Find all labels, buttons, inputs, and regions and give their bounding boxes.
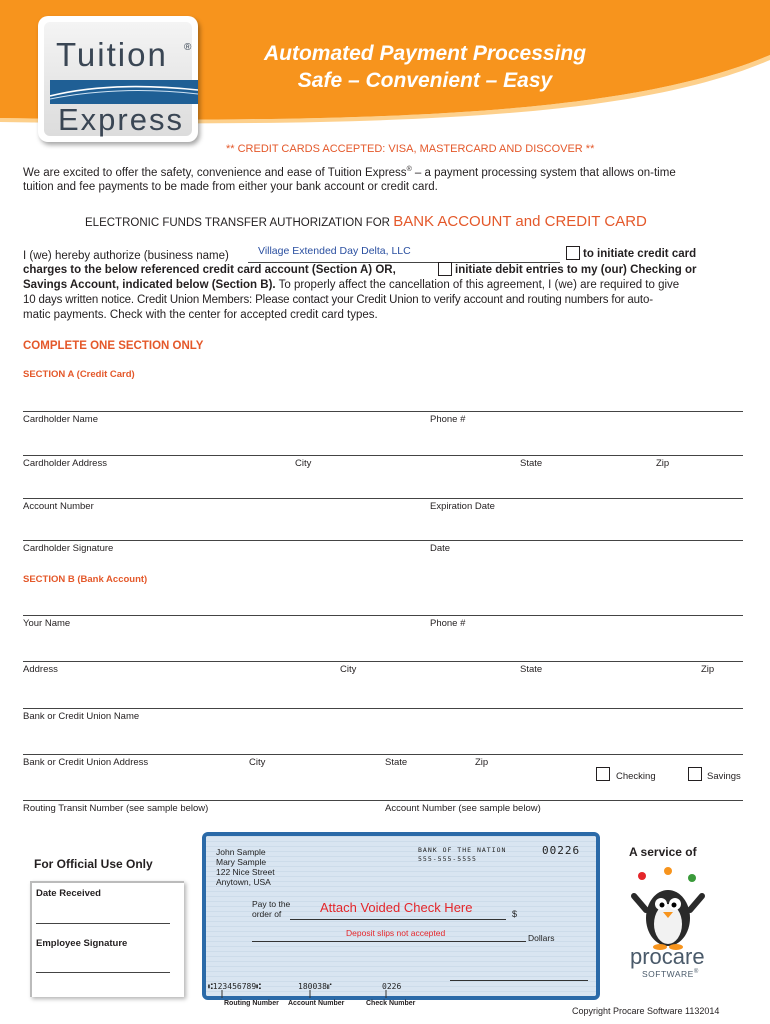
bank-zip-label: Zip xyxy=(475,757,489,768)
intro-registered-mark: ® xyxy=(406,166,412,173)
savings-label: Savings xyxy=(707,771,741,782)
micr-check-number: 0226 xyxy=(382,982,402,991)
auth-line1-suffix: to initiate credit card xyxy=(583,248,697,260)
intro-line2: tuition and fee payments to be made from either your bank account or credit card. xyxy=(23,181,438,193)
checking-checkbox[interactable] xyxy=(596,767,610,781)
check-signature-line xyxy=(450,980,588,981)
tuition-express-logo xyxy=(38,16,198,142)
your-name-label: Your Name xyxy=(23,618,71,629)
check-number-callout: Check Number xyxy=(366,1000,416,1007)
service-of-label: A service of xyxy=(629,845,697,859)
official-use-title: For Official Use Only xyxy=(34,857,153,871)
check-city: Anytown, USA xyxy=(216,877,271,887)
auth-line3 xyxy=(23,279,679,291)
date-received-label: Date Received xyxy=(36,888,101,899)
logo-text-tuition: Tuition xyxy=(56,36,168,73)
section-a-title: SECTION A (Credit Card) xyxy=(23,369,135,380)
headline xyxy=(200,40,650,94)
logo-panel xyxy=(44,22,192,136)
auth-line4: 10 days written notice. Credit Union Members: Please contact your Credit Union to verify account and routing numbers for auto- xyxy=(23,294,653,306)
headline-line1: Automated Payment Processing xyxy=(263,42,587,65)
accepted-cards-notice: ** CREDIT CARDS ACCEPTED: VISA, MASTERCARD AND DISCOVER ** xyxy=(226,143,595,155)
address-line[interactable] xyxy=(23,661,743,662)
eft-title xyxy=(85,213,647,230)
account-number-callout: Account Number xyxy=(288,1000,345,1007)
check-name2: Mary Sample xyxy=(216,857,267,867)
intro-text: We are excited to offer the safety, convenience and ease of Tuition Express xyxy=(23,166,407,179)
auth-line5: matic payments. Check with the center for accepted credit card types. xyxy=(23,309,378,321)
auth-line2-b: initiate debit entries to my (our) Checking or xyxy=(455,264,697,276)
bank-account-number-label: Account Number (see sample below) xyxy=(385,803,541,814)
credit-card-checkbox[interactable] xyxy=(566,246,580,260)
bank-account-checkbox[interactable] xyxy=(438,262,452,276)
logo-text-express: Express xyxy=(58,102,184,137)
address-state-label: State xyxy=(520,664,543,675)
cardholder-signature-label: Cardholder Signature xyxy=(23,543,114,554)
deposit-slips-note: Deposit slips not accepted xyxy=(346,928,446,938)
check-number: 00226 xyxy=(542,844,581,857)
headline-line2: Safe – Convenient – Easy xyxy=(297,69,553,92)
bank-city-label: City xyxy=(249,757,266,768)
check-bank-phone: 555-555-5555 xyxy=(418,855,477,863)
routing-number-label: Routing Transit Number (see sample below) xyxy=(23,803,209,814)
cardholder-state-label: State xyxy=(520,458,543,469)
expiration-date-label: Expiration Date xyxy=(430,501,495,512)
employee-signature-label: Employee Signature xyxy=(36,938,128,949)
procare-brand: procare xyxy=(630,944,705,969)
cardholder-address-label: Cardholder Address xyxy=(23,458,107,469)
procare-penguin-icon xyxy=(628,866,708,952)
official-use-box xyxy=(30,881,184,997)
cardholder-signature-line[interactable] xyxy=(23,540,743,541)
bank-address-line[interactable] xyxy=(23,754,743,755)
date-received-line[interactable] xyxy=(36,923,170,924)
cardholder-city-label: City xyxy=(295,458,312,469)
account-number-label: Account Number xyxy=(23,501,94,512)
bank-state-label: State xyxy=(385,757,408,768)
routing-account-line[interactable] xyxy=(23,800,743,801)
employee-signature-line[interactable] xyxy=(36,972,170,973)
check-street: 122 Nice Street xyxy=(216,867,275,877)
auth-line3-rest: To properly affect the cancellation of this agreement, I (we) are required to give xyxy=(275,279,680,291)
routing-number-callout: Routing Number xyxy=(224,1000,279,1007)
check-payee-line xyxy=(290,919,506,920)
cardholder-name-line[interactable] xyxy=(23,411,743,412)
address-city-label: City xyxy=(340,664,357,675)
check-pay-to xyxy=(252,899,290,919)
auth-line1-prefix: I (we) hereby authorize (business name) xyxy=(23,250,229,262)
bank-name-label: Bank or Credit Union Name xyxy=(23,711,140,722)
official-use-panel xyxy=(22,848,186,996)
bank-name-line[interactable] xyxy=(23,708,743,709)
account-number-line[interactable] xyxy=(23,498,743,499)
copyright-notice: Copyright Procare Software 1132014 xyxy=(572,1006,720,1016)
procare-registered-mark: ® xyxy=(693,969,699,976)
check-bank-name: BANK OF THE NATION xyxy=(418,846,507,854)
check-name1: John Sample xyxy=(216,847,266,857)
checking-label: Checking xyxy=(616,771,656,782)
bank-address-label: Bank or Credit Union Address xyxy=(23,757,149,768)
logo-swoosh-icon xyxy=(50,80,198,104)
cardholder-zip-label: Zip xyxy=(656,458,670,469)
section-b-title: SECTION B (Bank Account) xyxy=(23,574,148,585)
signature-date-label: Date xyxy=(430,543,451,554)
eft-title-accent: BANK ACCOUNT and CREDIT CARD xyxy=(393,213,647,230)
address-zip-label: Zip xyxy=(701,664,715,675)
address-label: Address xyxy=(23,664,58,675)
eft-title-prefix: ELECTRONIC FUNDS TRANSFER AUTHORIZATION FOR xyxy=(85,217,394,229)
check-dollar-sign: $ xyxy=(512,909,518,919)
sample-check xyxy=(202,832,600,1000)
check-dollars-label: Dollars xyxy=(528,933,555,943)
auth-line2-a: charges to the below referenced credit card account (Section A) OR, xyxy=(23,264,396,276)
procare-software-text: SOFTWARE xyxy=(642,969,694,979)
your-name-line[interactable] xyxy=(23,615,743,616)
complete-one-section-heading: COMPLETE ONE SECTION ONLY xyxy=(23,340,204,352)
cardholder-address-line[interactable] xyxy=(23,455,743,456)
check-pay-to-line2: order of xyxy=(252,909,282,919)
intro-text-end: – a payment processing system that allows on-time xyxy=(411,166,676,179)
check-payer-block xyxy=(216,847,275,887)
cardholder-name-label: Cardholder Name xyxy=(23,414,98,425)
savings-checkbox[interactable] xyxy=(688,767,702,781)
check-amount-line xyxy=(252,941,526,942)
attach-voided-check-label: Attach Voided Check Here xyxy=(320,900,473,915)
auth-line3-bold: Savings Account, indicated below (Section B). xyxy=(23,279,276,291)
micr-account-number: 180038⑈ xyxy=(298,982,332,991)
procare-software xyxy=(642,969,699,979)
cardholder-phone-label: Phone # xyxy=(430,414,466,425)
intro-line1 xyxy=(23,166,676,179)
check-pay-to-line1: Pay to the xyxy=(252,899,291,909)
logo-registered-mark: ® xyxy=(184,42,192,53)
business-name-line xyxy=(248,262,560,263)
business-name-field[interactable]: Village Extended Day Delta, LLC xyxy=(258,245,411,257)
micr-routing-number: ⑆123456789⑆ xyxy=(208,982,261,991)
bank-phone-label: Phone # xyxy=(430,618,466,629)
